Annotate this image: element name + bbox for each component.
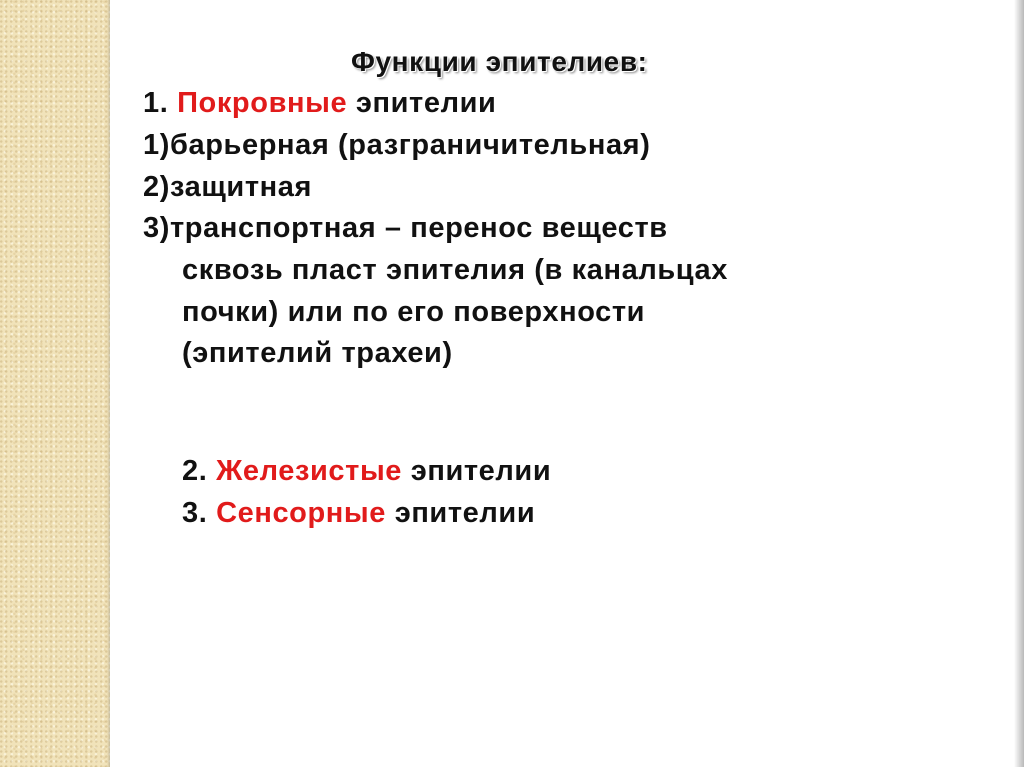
section-3-rest: эпителии xyxy=(394,497,536,529)
section-1-number: 1. xyxy=(143,87,169,119)
section-1-rest: эпителии xyxy=(355,87,497,119)
function-item-2 xyxy=(143,170,312,204)
function-2-number: 2) xyxy=(143,171,170,203)
section-2-heading xyxy=(182,454,551,488)
section-1-heading xyxy=(143,86,496,120)
function-3-continuation-1: сквозь пласт эпителия (в канальцах xyxy=(182,254,729,286)
function-2-text: защитная xyxy=(170,171,313,203)
function-1-number: 1) xyxy=(143,129,170,161)
slide-title: Функции эпителиев: xyxy=(351,46,648,77)
function-item-3 xyxy=(143,211,668,245)
function-3-number: 3) xyxy=(143,212,170,244)
section-2-number: 2. xyxy=(182,455,208,487)
function-3-continuation-2: почки) или по его поверхности xyxy=(182,296,646,328)
function-1-text: барьерная (разграничительная) xyxy=(170,129,651,161)
section-3-highlight: Сенсорные xyxy=(216,497,387,529)
section-3-number: 3. xyxy=(182,497,208,529)
function-3-continuation-3: (эпителий трахеи) xyxy=(182,337,453,369)
section-2-rest: эпителии xyxy=(410,455,552,487)
function-item-1 xyxy=(143,128,650,162)
function-3-text: транспортная – перенос веществ xyxy=(170,212,668,244)
section-2-highlight: Железистые xyxy=(216,455,403,487)
section-1-highlight: Покровные xyxy=(177,87,348,119)
section-3-heading xyxy=(182,496,535,530)
